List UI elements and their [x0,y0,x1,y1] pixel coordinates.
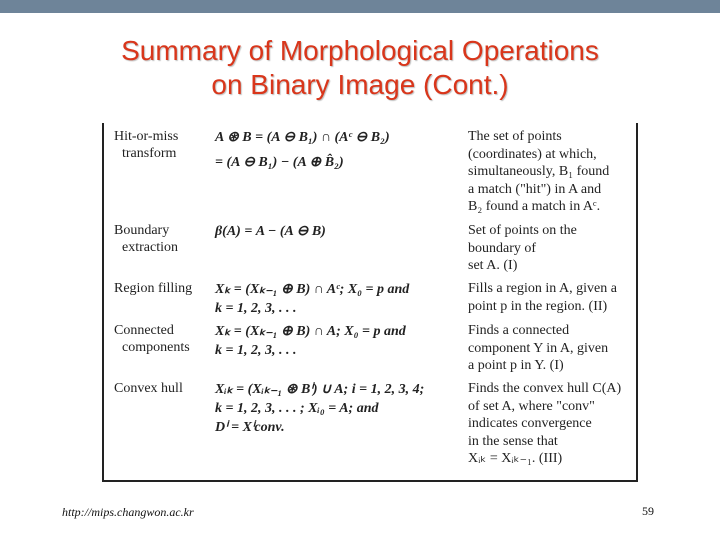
expression-line: = (A ⊖ B₁) − (A ⊕ B̂₂) [215,155,344,170]
comment-line: a match ("hit") in A and [468,181,602,197]
operation-expression [215,322,460,360]
operation-expression [215,280,460,318]
name-line: Region filling [114,281,193,296]
operation-comment [468,128,633,216]
expression-line: k = 1, 2, 3, . . . [215,343,297,358]
name-line: Connected [114,323,174,338]
operation-name [114,380,209,397]
expression-line: Dⁱ = Xⁱconv. [215,420,285,435]
expression-line: k = 1, 2, 3, . . . [215,301,297,316]
operation-name [114,222,209,256]
operation-name [114,322,209,356]
comment-line: Set of points on the [468,223,577,238]
comment-line: The set of points [468,129,562,144]
slide-title [0,34,720,102]
name-line: extraction [122,240,178,255]
comment-line: component Y in A, given [468,340,609,356]
comment-line: indicates convergence [468,416,592,431]
operation-expression [215,222,460,241]
comment-line: set A. (I) [468,258,518,273]
operation-expression [215,128,460,172]
comment-line: B₂ found a match in Aᶜ. [468,199,601,214]
comment-line: point p in the region. (II) [468,298,608,314]
operations-table [102,123,638,482]
comment-line: Fills a region in A, given a [468,281,617,296]
operation-comment [468,322,633,375]
comment-line: Finds a connected [468,323,570,338]
name-line: transform [122,146,177,161]
comment-line: of set A, where "conv" [468,398,595,414]
comment-line: Finds the convex hull C(A) [468,381,622,396]
expression-line: Xₖ = (Xₖ₋₁ ⊕ B) ∩ A; X₀ = p and [215,324,406,339]
expression-line: Xₖ = (Xₖ₋₁ ⊕ B) ∩ Aᶜ; X₀ = p and [215,282,410,297]
comment-line: (coordinates) at which, [468,146,597,162]
comment-line: a point p in Y. (I) [468,358,564,373]
title-line-2: on Binary Image (Cont.) [211,69,509,100]
operation-expression [215,380,460,437]
comment-line: simultaneously, B₁ found [468,164,610,179]
name-line: Hit-or-miss [114,129,179,144]
expression-line: k = 1, 2, 3, . . . ; Xᵢ₀ = A; and [215,401,379,416]
name-line: Boundary [114,223,170,238]
footer-url[interactable]: http://mips.changwon.ac.kr [62,505,194,519]
operation-comment [468,380,633,468]
expression-line: A ⊛ B = (A ⊖ B₁) ∩ (Aᶜ ⊖ B₂) [215,130,390,145]
title-line-1: Summary of Morphological Operations [121,35,599,66]
page-number: 59 [642,504,654,518]
operation-name [114,128,209,162]
name-line: Convex hull [114,381,183,396]
expression-line: β(A) = A − (A ⊖ B) [215,224,326,239]
operation-name [114,280,209,297]
top-accent-bar [0,0,720,13]
name-line: components [122,340,190,355]
comment-line: boundary of [468,240,537,256]
comment-line: Xᵢₖ = Xᵢₖ₋₁. (III) [468,451,563,466]
operation-comment [468,222,633,275]
operation-comment [468,280,633,315]
expression-line: Xᵢₖ = (Xᵢₖ₋₁ ⊛ Bⁱ) ∪ A; i = 1, 2, 3, 4; [215,382,425,397]
comment-line: in the sense that [468,433,558,449]
